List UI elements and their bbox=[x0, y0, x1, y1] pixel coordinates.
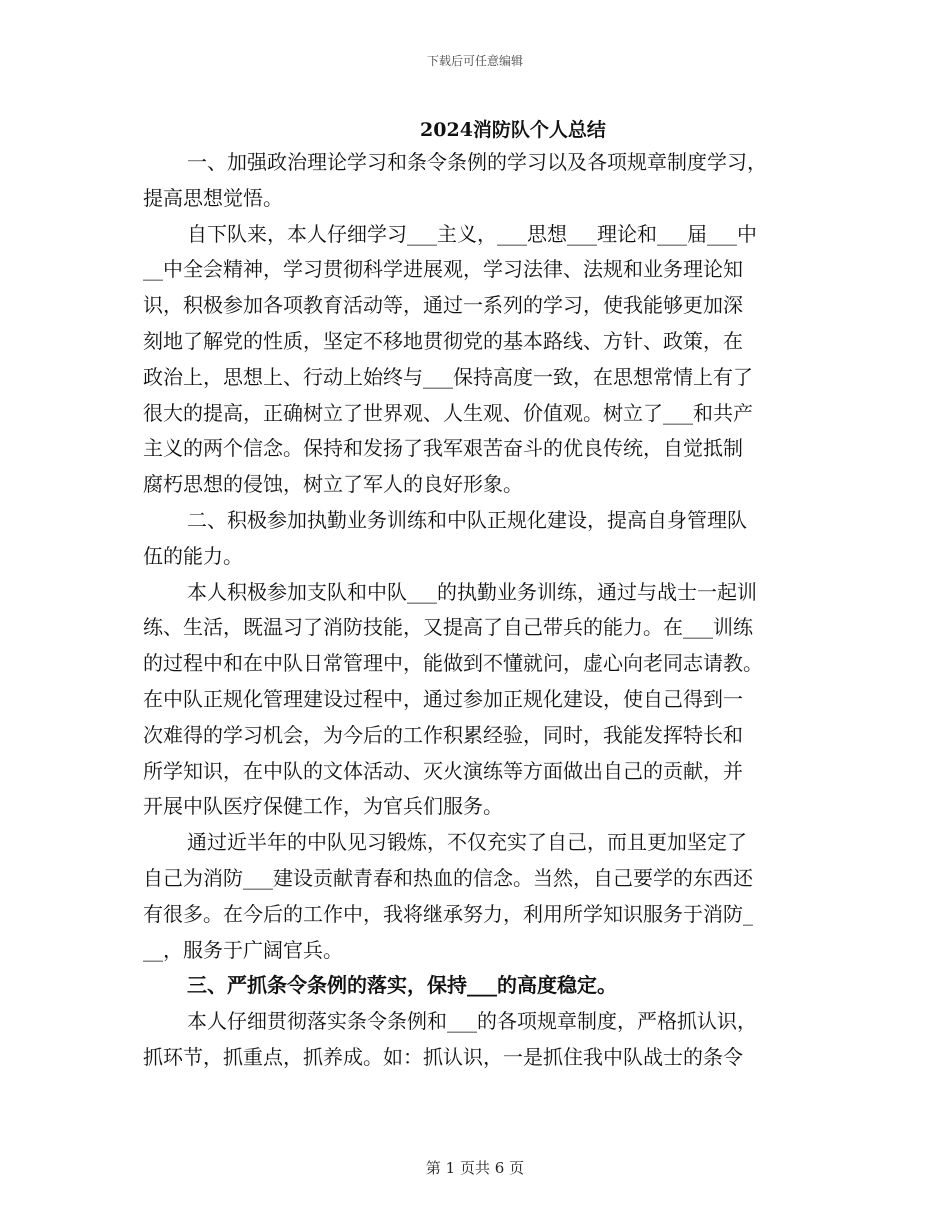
text-line: 很大的提高，正确树立了世界观、人生观、价值观。树立了___和共产 bbox=[143, 400, 753, 425]
text-line: 伍的能力。 bbox=[143, 543, 243, 568]
document-body bbox=[143, 115, 813, 1076]
text-line: 的过程中和在中队日常管理中，能做到不懂就问，虚心向老同志请教。 bbox=[143, 651, 763, 676]
document-title: 2024消防队个人总结 bbox=[420, 119, 606, 141]
text-line: 提高思想觉悟。 bbox=[143, 185, 283, 210]
text-line: 主义的两个信念。保持和发扬了我军艰苦奋斗的优良传统，自觉抵制 bbox=[143, 436, 743, 461]
page-number: 第 1 页共 6 页 bbox=[425, 1159, 525, 1177]
text-lines bbox=[143, 145, 813, 1076]
text-line: 本人仔细贯彻落实条令条例和___的各项规章制度，严格抓认识， bbox=[187, 1009, 757, 1034]
text-line: 有很多。在今后的工作中，我将继承努力，利用所学知识服务于消防_ bbox=[143, 901, 753, 926]
text-line: 在中队正规化管理建设过程中，通过参加正规化建设，使自己得到一 bbox=[143, 686, 743, 711]
text-line: __中全会精神，学习贯彻科学进展观，学习法律、法规和业务理论知 bbox=[143, 257, 743, 282]
text-line: 刻地了解党的性质，坚定不移地贯彻党的基本路线、方针、政策，在 bbox=[143, 328, 743, 353]
text-line: 练、生活，既温习了消防技能，又提高了自己带兵的能力。在___训练 bbox=[143, 615, 753, 640]
text-line: 次难得的学习机会，为今后的工作积累经验，同时，我能发挥特长和 bbox=[143, 722, 743, 747]
page-header-note: 下载后可任意编辑 bbox=[426, 54, 523, 68]
section-heading-line: 三、严抓条令条例的落实，保持___的高度稳定。 bbox=[187, 973, 617, 998]
text-line: 政治上，思想上、行动上始终与___保持高度一致，在思想常情上有了 bbox=[143, 364, 753, 389]
text-line: 自己为消防___建设贡献青春和热血的信念。当然，自己要学的东西还 bbox=[143, 865, 753, 890]
text-line: 腐朽思想的侵蚀，树立了军人的良好形象。 bbox=[143, 472, 523, 497]
text-line: 通过近半年的中队见习锻炼，不仅充实了自己，而且更加坚定了 bbox=[187, 830, 747, 855]
text-line: 自下队来，本人仔细学习___主义，___思想___理论和___届___中 bbox=[187, 221, 757, 246]
text-line: 本人积极参加支队和中队___的执勤业务训练，通过与战士一起训 bbox=[187, 579, 757, 604]
text-line: 一、加强政治理论学习和条令条例的学习以及各项规章制度学习， bbox=[187, 150, 767, 174]
text-line: 开展中队医疗保健工作，为官兵们服务。 bbox=[143, 794, 503, 819]
text-line: 抓环节，抓重点，抓养成。如：抓认识，一是抓住我中队战士的条令 bbox=[143, 1044, 743, 1069]
text-line: 识，积极参加各项教育活动等，通过一系列的学习，使我能够更加深 bbox=[143, 293, 743, 318]
text-line: __，服务于广阔官兵。 bbox=[143, 937, 343, 962]
text-line: 所学知识，在中队的文体活动、灭火演练等方面做出自己的贡献，并 bbox=[143, 758, 743, 783]
text-line: 二、积极参加执勤业务训练和中队正规化建设，提高自身管理队 bbox=[187, 507, 747, 532]
